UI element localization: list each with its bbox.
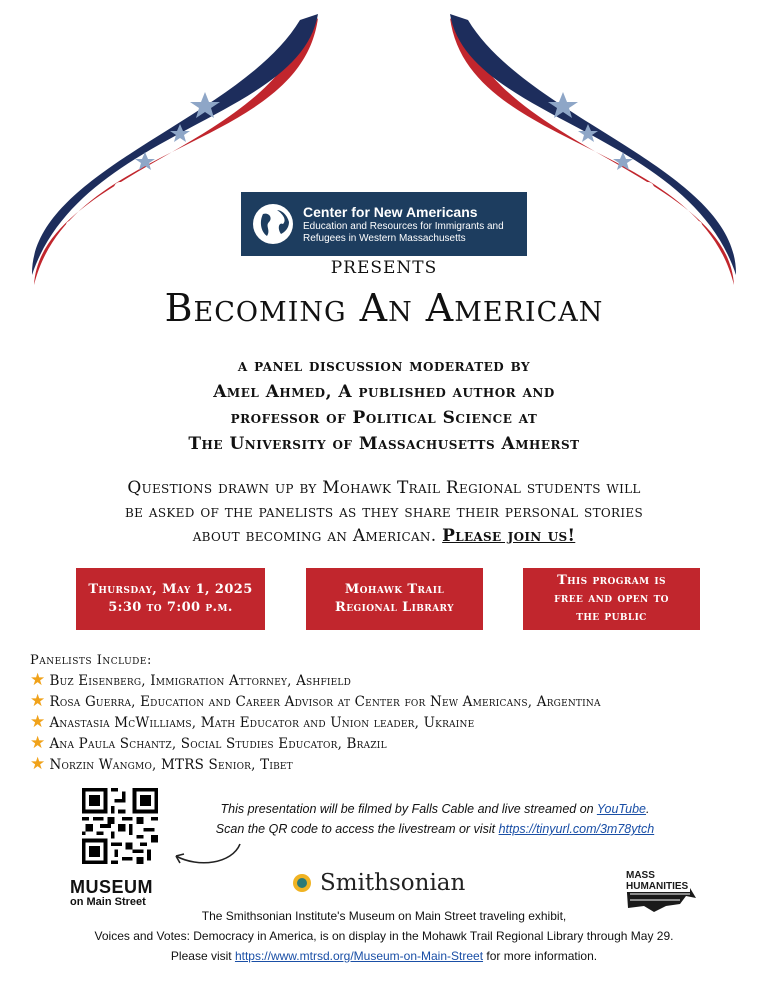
- presents-text: PRESENTS: [330, 258, 438, 278]
- questions-line-3: about becoming an American.: [192, 526, 437, 546]
- time-text: 5:30 to 7:00 p.m.: [108, 600, 233, 615]
- logo-tagline-1: Education and Resources for Immigrants and: [303, 220, 504, 232]
- panelist-item: ★ Buz Eisenberg, Immigration Attorney, Ashfield: [30, 670, 352, 690]
- center-for-new-americans-logo: [241, 192, 527, 256]
- star-icon: ★: [30, 691, 46, 711]
- livestream-info: This presentation will be filmed by Falls Cable and live streamed on YouTube. Scan the QR code to access the livestream or visit https://tinyurl.com/3m78ytch: [215, 802, 655, 836]
- free-line-3: the public: [576, 609, 647, 624]
- panelist-item: ★ Anastasia McWilliams, Math Educator and Union leader, Ukraine: [30, 712, 475, 732]
- panelists-heading: Panelists Include:: [30, 653, 152, 668]
- museum-on-main-street-logo: MUSEUM on Main Street: [70, 877, 153, 908]
- location-line-1: Mohawk Trail: [344, 582, 445, 597]
- smithsonian-logo: Smithsonian: [292, 870, 465, 896]
- moderator-line-1: a panel discussion moderated by: [237, 356, 531, 376]
- star-icon: ★: [30, 754, 46, 774]
- star-icon: ★: [30, 733, 46, 753]
- panelist-item: ★ Rosa Guerra, Education and Career Advisor at Center for New Americans, Argentina: [30, 691, 601, 711]
- date-text: Thursday, May 1, 2025: [88, 582, 253, 597]
- moderator-line-4: The University of Massachusetts Amherst: [188, 434, 580, 454]
- footer-text: The Smithsonian Institute's Museum on Main Street traveling exhibit, Voices and Votes: Democracy in America, is on display in the Mohawk Trail Regional Library through May 29. Please visit https://www.mtrsd.org/Museum-on-Main-Street for more information.: [0, 906, 768, 966]
- moderator-line-3: professor of Political Science at: [230, 408, 538, 428]
- location-box: [306, 568, 483, 630]
- curved-arrow-icon: [168, 840, 244, 870]
- location-line-2: Regional Library: [335, 600, 454, 615]
- free-program-box: [523, 568, 700, 630]
- join-us-text: Please join us!: [442, 526, 576, 546]
- star-icon: ★: [30, 670, 46, 690]
- footer-line-2: Voices and Votes: Democracy in America, is on display in the Mohawk Trail Regional Library through May 29.: [94, 929, 674, 943]
- livestream-link[interactable]: https://tinyurl.com/3m78ytch: [498, 822, 655, 836]
- logo-name: Center for New Americans: [303, 203, 478, 220]
- museum-link[interactable]: https://www.mtrsd.org/Museum-on-Main-Street: [234, 949, 484, 963]
- footer-line-1: The Smithsonian Institute's Museum on Main Street traveling exhibit,: [201, 909, 567, 923]
- smithsonian-sun-icon: [292, 873, 312, 893]
- moderator-line-2: Amel Ahmed, A published author and: [213, 382, 555, 402]
- panelist-item: ★ Norzin Wangmo, MTRS Senior, Tibet: [30, 754, 293, 774]
- free-line-1: This program is: [557, 573, 666, 588]
- panelist-item: ★ Ana Paula Schantz, Social Studies Educator, Brazil: [30, 733, 387, 753]
- questions-line-2: be asked of the panelists as they share their personal stories: [125, 502, 643, 522]
- event-title: Becoming An American: [164, 286, 604, 330]
- qr-code[interactable]: [82, 788, 158, 864]
- youtube-link[interactable]: YouTube: [596, 802, 646, 816]
- questions-line-1: Questions drawn up by Mohawk Trail Regional students will: [127, 478, 641, 498]
- free-line-2: free and open to: [554, 591, 669, 606]
- logo-tagline-2: Refugees in Western Massachusetts: [303, 232, 466, 244]
- globe-icon: [251, 202, 295, 246]
- date-time-box: [76, 568, 265, 630]
- star-icon: ★: [30, 712, 46, 732]
- questions-paragraph: [40, 476, 728, 548]
